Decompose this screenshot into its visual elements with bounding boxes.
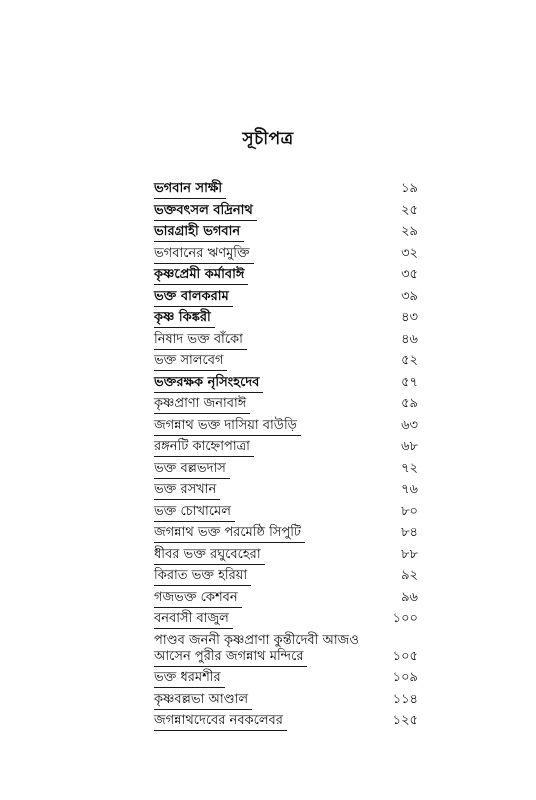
toc-entry [154, 181, 418, 197]
toc-entry-title: বনবাসী বাজুল [154, 611, 229, 626]
toc-entry-page-number: ১০৫ [392, 648, 418, 664]
toc-entry [154, 418, 418, 434]
toc-entry-title: ভক্ত বালকরাম [154, 288, 229, 304]
page-title: সূচীপত্র [242, 129, 294, 149]
toc-entry [154, 670, 418, 686]
toc-entry-page-number: ৭২ [401, 460, 418, 476]
toc-entry [154, 692, 418, 708]
toc-entry-title: ভক্ত ধরমশীর [154, 670, 221, 685]
toc-entry-title: ভক্ত সালবেগ [154, 353, 224, 368]
toc-entry-underline [154, 542, 305, 543]
toc-entry-underline [154, 730, 287, 731]
toc-entry [154, 633, 418, 665]
toc-entry [154, 461, 418, 477]
toc-entry [154, 289, 418, 305]
table-of-contents [154, 181, 418, 735]
toc-entry-title: ভক্ত রসখান [154, 482, 217, 497]
toc-entry-underline [154, 564, 265, 565]
toc-entry-underline [154, 392, 263, 393]
toc-entry-title: গজভক্ত কেশবন [154, 589, 238, 605]
toc-entry-page-number: ৪৩ [401, 310, 418, 325]
toc-entry-underline [154, 585, 251, 586]
toc-entry [154, 267, 418, 283]
toc-entry-underline [154, 327, 215, 328]
toc-entry-page-number: ১২৫ [392, 713, 418, 728]
toc-entry-title: কৃষ্ণ কিঙ্করী [154, 310, 211, 325]
toc-entry-title: ধীবর ভক্ত রঘুবেহেরা [154, 546, 261, 562]
toc-entry-title: ভক্ত বল্লভদাস [154, 460, 226, 476]
toc-entry-page-number: ১৯ [401, 181, 418, 196]
toc-entry-page-number: ৩৫ [401, 267, 418, 282]
toc-entry-underline [154, 263, 254, 264]
toc-entry-page-number: ৯৬ [401, 589, 418, 605]
toc-entry [154, 246, 418, 262]
toc-entry-title: নিষাদ ভক্ত বাঁকো [154, 331, 243, 347]
toc-entry-title: ভক্তবৎসল বদ্রিনাথ [154, 202, 253, 218]
toc-entry-title: জগন্নাথ ভক্ত পরমেষ্ঠি সিপুটি [154, 525, 302, 540]
toc-entry-title: কৃষ্ণপ্রেমী কর্মাবাঈ [154, 267, 245, 282]
toc-entry-underline [154, 628, 233, 629]
toc-entry-underline [154, 349, 247, 350]
toc-entry-underline [154, 241, 244, 242]
toc-entry-page-number: ৭৬ [401, 482, 418, 497]
toc-entry-page-number: ৮৪ [401, 525, 418, 540]
toc-entry-page-number: ৩৯ [401, 288, 418, 304]
toc-entry [154, 203, 418, 219]
toc-entry-underline [154, 370, 227, 371]
toc-entry-title: ভক্তরক্ষক নৃসিংহদেব [154, 374, 260, 390]
toc-entry-page-number: ৮০ [401, 503, 418, 519]
toc-entry-title: জগন্নাথদেবের নবকলেবর [154, 713, 283, 728]
toc-entry [154, 310, 418, 326]
toc-entry-underline [154, 478, 230, 479]
toc-entry-underline [154, 306, 233, 307]
toc-entry-underline [154, 435, 301, 436]
toc-entry-page-number: ৪৬ [401, 331, 418, 347]
toc-entry [154, 482, 418, 498]
toc-entry-page-number: ৯২ [401, 568, 418, 583]
toc-entry-underline [154, 198, 226, 199]
toc-entry-page-number: ৫৭ [401, 374, 418, 390]
toc-entry-underline [154, 709, 252, 710]
toc-entry [154, 568, 418, 584]
toc-entry-page-number: ১০৯ [392, 670, 418, 685]
toc-entry-title: জগন্নাথ ভক্ত দাসিয়া বাউড়ি [154, 417, 297, 433]
toc-entry [154, 396, 418, 412]
toc-entry-underline [154, 521, 235, 522]
toc-entry-page-number: ২৫ [401, 202, 418, 218]
toc-entry-title: ভগবানের ঋণমুক্তি [154, 245, 250, 261]
toc-entry-title: ভারগ্রাহী ভগবান [154, 224, 241, 239]
toc-entry-underline [154, 687, 225, 688]
toc-entry-underline [154, 220, 257, 221]
toc-entry-title: ভগবান সাক্ষী [154, 181, 223, 196]
toc-entry-page-number: ১০০ [392, 611, 418, 626]
toc-entry-page-number: ৫২ [401, 353, 418, 368]
toc-entry-title: কৃষ্ণপ্রাণা জনাবাঈ [154, 396, 247, 411]
toc-entry-page-number: ১১৪ [392, 691, 418, 707]
toc-entry-page-number: ২৯ [401, 224, 418, 239]
toc-entry-title-continued: আসেন পুরীর জগন্নাথ মন্দিরে [154, 648, 304, 664]
toc-entry-page-number: ৮৮ [401, 546, 418, 562]
toc-entry [154, 439, 418, 455]
toc-entry-title: কিরাত ভক্ত হরিয়া [154, 568, 248, 583]
toc-entry-underline [154, 456, 254, 457]
toc-entry-underline [154, 413, 250, 414]
toc-entry-page-number: ৬৮ [401, 439, 418, 454]
toc-entry-underline [154, 284, 248, 285]
toc-entry-page-number: ৫৯ [401, 396, 418, 411]
toc-entry-title: কৃষ্ণবল্লভা আণ্ডাল [154, 691, 249, 707]
toc-entry-title: পাণ্ডব জননী কৃষ্ণপ্রাণা কুন্তীদেবী আজও [154, 632, 359, 648]
toc-entry-underline [154, 607, 242, 608]
toc-entry [154, 547, 418, 563]
toc-entry [154, 713, 418, 729]
toc-entry [154, 332, 418, 348]
toc-entry-title: রঙ্গনটি কাহ্নোপাত্রা [154, 439, 250, 454]
toc-entry-underline [154, 499, 220, 500]
toc-entry [154, 590, 418, 606]
toc-entry-underline [154, 666, 307, 667]
toc-entry [154, 525, 418, 541]
toc-entry-page-number: ৬৩ [401, 417, 418, 433]
toc-entry-title: ভক্ত চোখামেল [154, 503, 231, 519]
toc-entry [154, 504, 418, 520]
toc-entry [154, 375, 418, 391]
toc-entry [154, 353, 418, 369]
toc-entry [154, 611, 418, 627]
toc-entry [154, 224, 418, 240]
toc-entry-page-number: ৩২ [401, 245, 418, 261]
